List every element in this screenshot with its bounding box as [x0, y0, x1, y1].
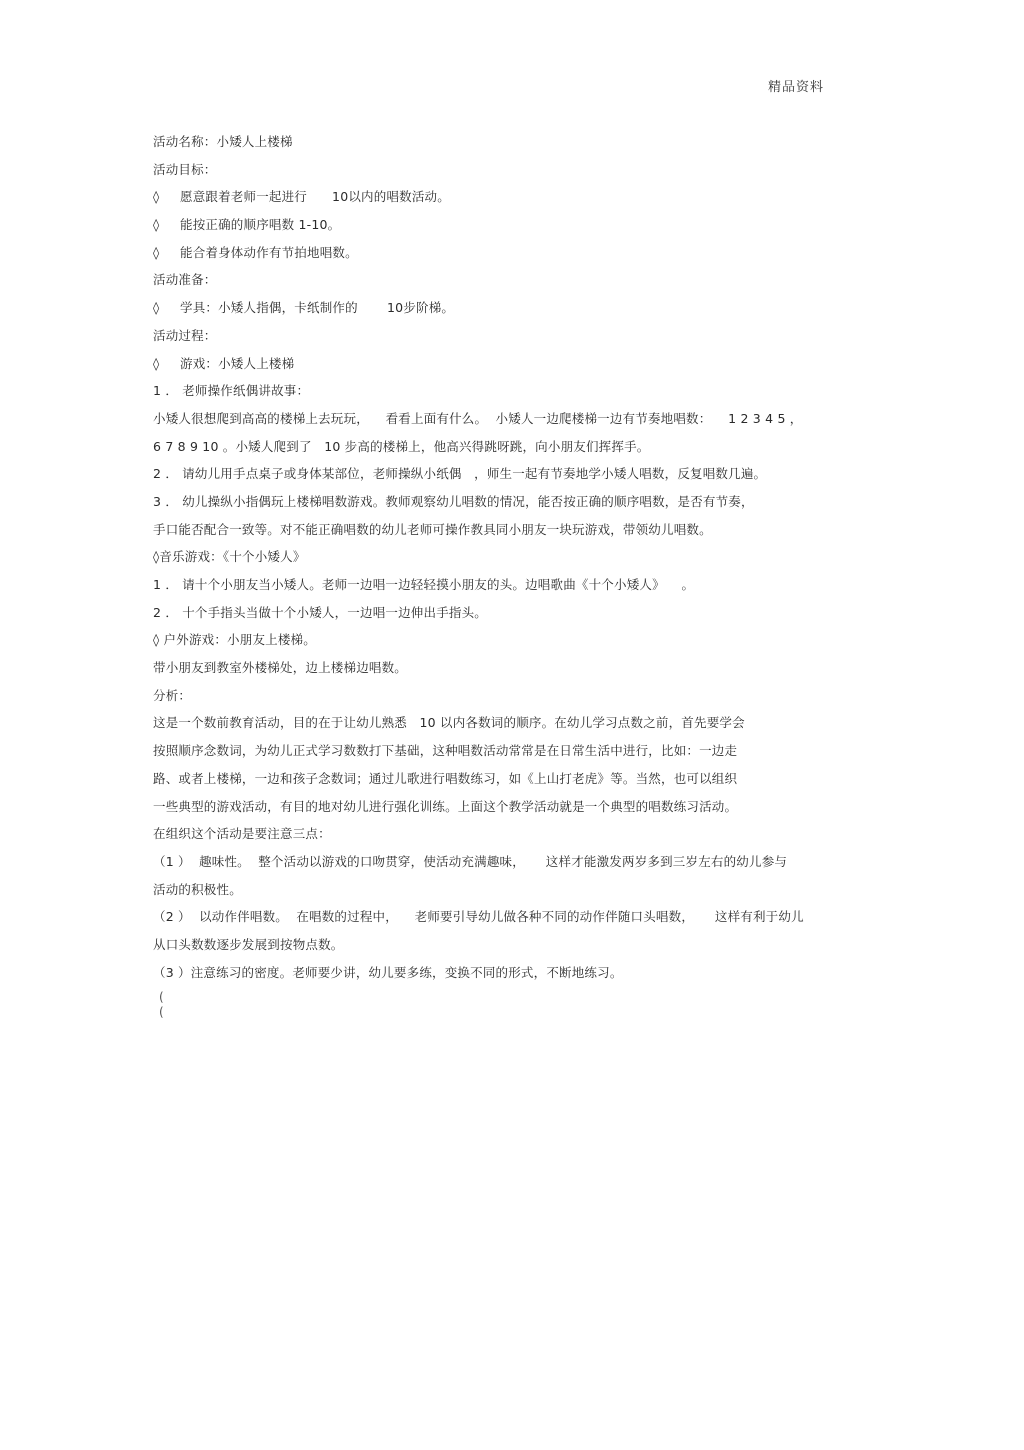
line-text: 手口能否配合一致等。对不能正确唱数的幼儿老师可操作教具同小朋友一块玩游戏，带领幼儿唱数。 [153, 521, 712, 537]
text-line [153, 709, 843, 737]
text-line [153, 543, 843, 571]
line-text: 在组织这个活动是要注意三点： [153, 826, 331, 842]
line-text: 愿意跟着老师一起进行 10以内的唱数活动。 [180, 189, 450, 205]
text-line [153, 737, 843, 765]
line-text: 路、或者上楼梯，一边和孩子念数词；通过儿歌进行唱数练习，如《上山打老虎》等。当然，也可以组织 [153, 770, 738, 786]
stray-paren-1: ( [159, 990, 164, 1004]
text-line [153, 156, 843, 184]
line-text: 1 ． 请十个小朋友当小矮人。老师一边唱一边轻轻摸小朋友的头。边唱歌曲《十个小矮人》 。 [153, 577, 695, 592]
text-line [153, 682, 843, 710]
line-text: 3 ． 幼儿操纵小指偶玩上楼梯唱数游戏。教师观察幼儿唱数的情况，能否按正确的顺序唱数，是否有节奏， [153, 493, 754, 509]
line-text: 2 ． 请幼儿用手点桌子或身体某部位，老师操纵小纸偶 ，师生一起有节奏地学小矮人唱数，反复唱数几遍。 [153, 466, 767, 482]
line-text: 1 ． 老师操作纸偶讲故事： [153, 383, 310, 399]
line-text: 6 7 8 9 10 。小矮人爬到了 10 步高的楼梯上，他高兴得跳呀跳，向小朋友们挥挥手。 [153, 438, 650, 454]
document-body [153, 128, 843, 986]
line-text: 按照顺序念数词，为幼儿正式学习数数打下基础，这种唱数活动常常是在日常生活中进行，比如：一边走 [153, 743, 738, 759]
line-text: 带小朋友到教室外楼梯处，边上楼梯边唱数。 [153, 660, 408, 676]
text-line [153, 571, 843, 599]
text-line [153, 931, 843, 959]
line-text: （1 ） 趣味性。 整个活动以游戏的口吻贯穿，使活动充满趣味， 这样才能激发两岁多到三岁左右的幼儿参与 [153, 853, 788, 869]
text-line [153, 793, 843, 821]
text-line [153, 266, 843, 294]
text-line [153, 322, 843, 350]
line-text: 活动的积极性。 [153, 881, 242, 897]
text-line [153, 599, 843, 627]
line-text: 分析： [153, 687, 192, 703]
line-text: 一些典型的游戏活动，有目的地对幼儿进行强化训练。上面这个教学活动就是一个典型的唱数练习活动。 [153, 798, 738, 814]
text-line [153, 848, 843, 876]
line-text: 小矮人很想爬到高高的楼梯上去玩玩， 看看上面有什么。 小矮人一边爬楼梯一边有节奏地唱数： 1 2 3 4 5 ， [153, 410, 803, 426]
text-line [153, 488, 843, 516]
header-note: 精品资料 [768, 80, 825, 95]
diamond-bullet-icon: ◊ [153, 355, 160, 371]
line-text: 能合着身体动作有节拍地唱数。 [180, 244, 358, 260]
diamond-bullet-icon: ◊ [153, 300, 160, 316]
text-line [153, 820, 843, 848]
text-line [153, 211, 843, 239]
line-text: 能按正确的顺序唱数 1-10。 [180, 217, 341, 233]
line-text: ◊ 户外游戏：小朋友上楼梯。 [153, 632, 316, 648]
diamond-bullet-icon: ◊ [153, 189, 160, 205]
line-text: 活动准备： [153, 272, 217, 288]
diamond-bullet-icon: ◊ [153, 217, 160, 233]
diamond-bullet-icon: ◊ [153, 244, 160, 260]
text-line [153, 239, 843, 267]
text-line [153, 765, 843, 793]
text-line [153, 903, 843, 931]
text-line [153, 183, 843, 211]
text-line [153, 433, 843, 461]
text-line [153, 460, 843, 488]
line-text: 从口头数数逐步发展到按物点数。 [153, 936, 344, 952]
line-text: 游戏：小矮人上楼梯 [180, 355, 295, 371]
text-line [153, 350, 843, 378]
line-text: ◊音乐游戏：《十个小矮人》 [153, 549, 306, 565]
text-line [153, 377, 843, 405]
line-text: 这是一个数前教育活动，目的在于让幼儿熟悉 10 以内各数词的顺序。在幼儿学习点数之前，首先要学会 [153, 715, 745, 731]
line-text: 活动过程： [153, 327, 217, 343]
line-text: （3 ）注意练习的密度。老师要少讲，幼儿要多练，变换不同的形式，不断地练习。 [153, 964, 623, 980]
line-text: （2 ） 以动作伴唱数。 在唱数的过程中， 老师要引导幼儿做各种不同的动作伴随口头唱数， 这样有利于幼儿 [153, 909, 804, 925]
text-line [153, 654, 843, 682]
stray-paren-2: ( [159, 1005, 164, 1019]
text-line [153, 405, 843, 433]
text-line [153, 876, 843, 904]
text-line [153, 516, 843, 544]
text-line [153, 294, 843, 322]
line-text: 2 ． 十个手指头当做十个小矮人，一边唱一边伸出手指头。 [153, 604, 488, 620]
line-text: 学具：小矮人指偶，卡纸制作的 10步阶梯。 [180, 300, 455, 316]
text-line [153, 959, 843, 987]
text-line [153, 128, 843, 156]
line-text: 活动目标： [153, 161, 217, 177]
text-line [153, 626, 843, 654]
line-text: 活动名称：小矮人上楼梯 [153, 134, 293, 149]
